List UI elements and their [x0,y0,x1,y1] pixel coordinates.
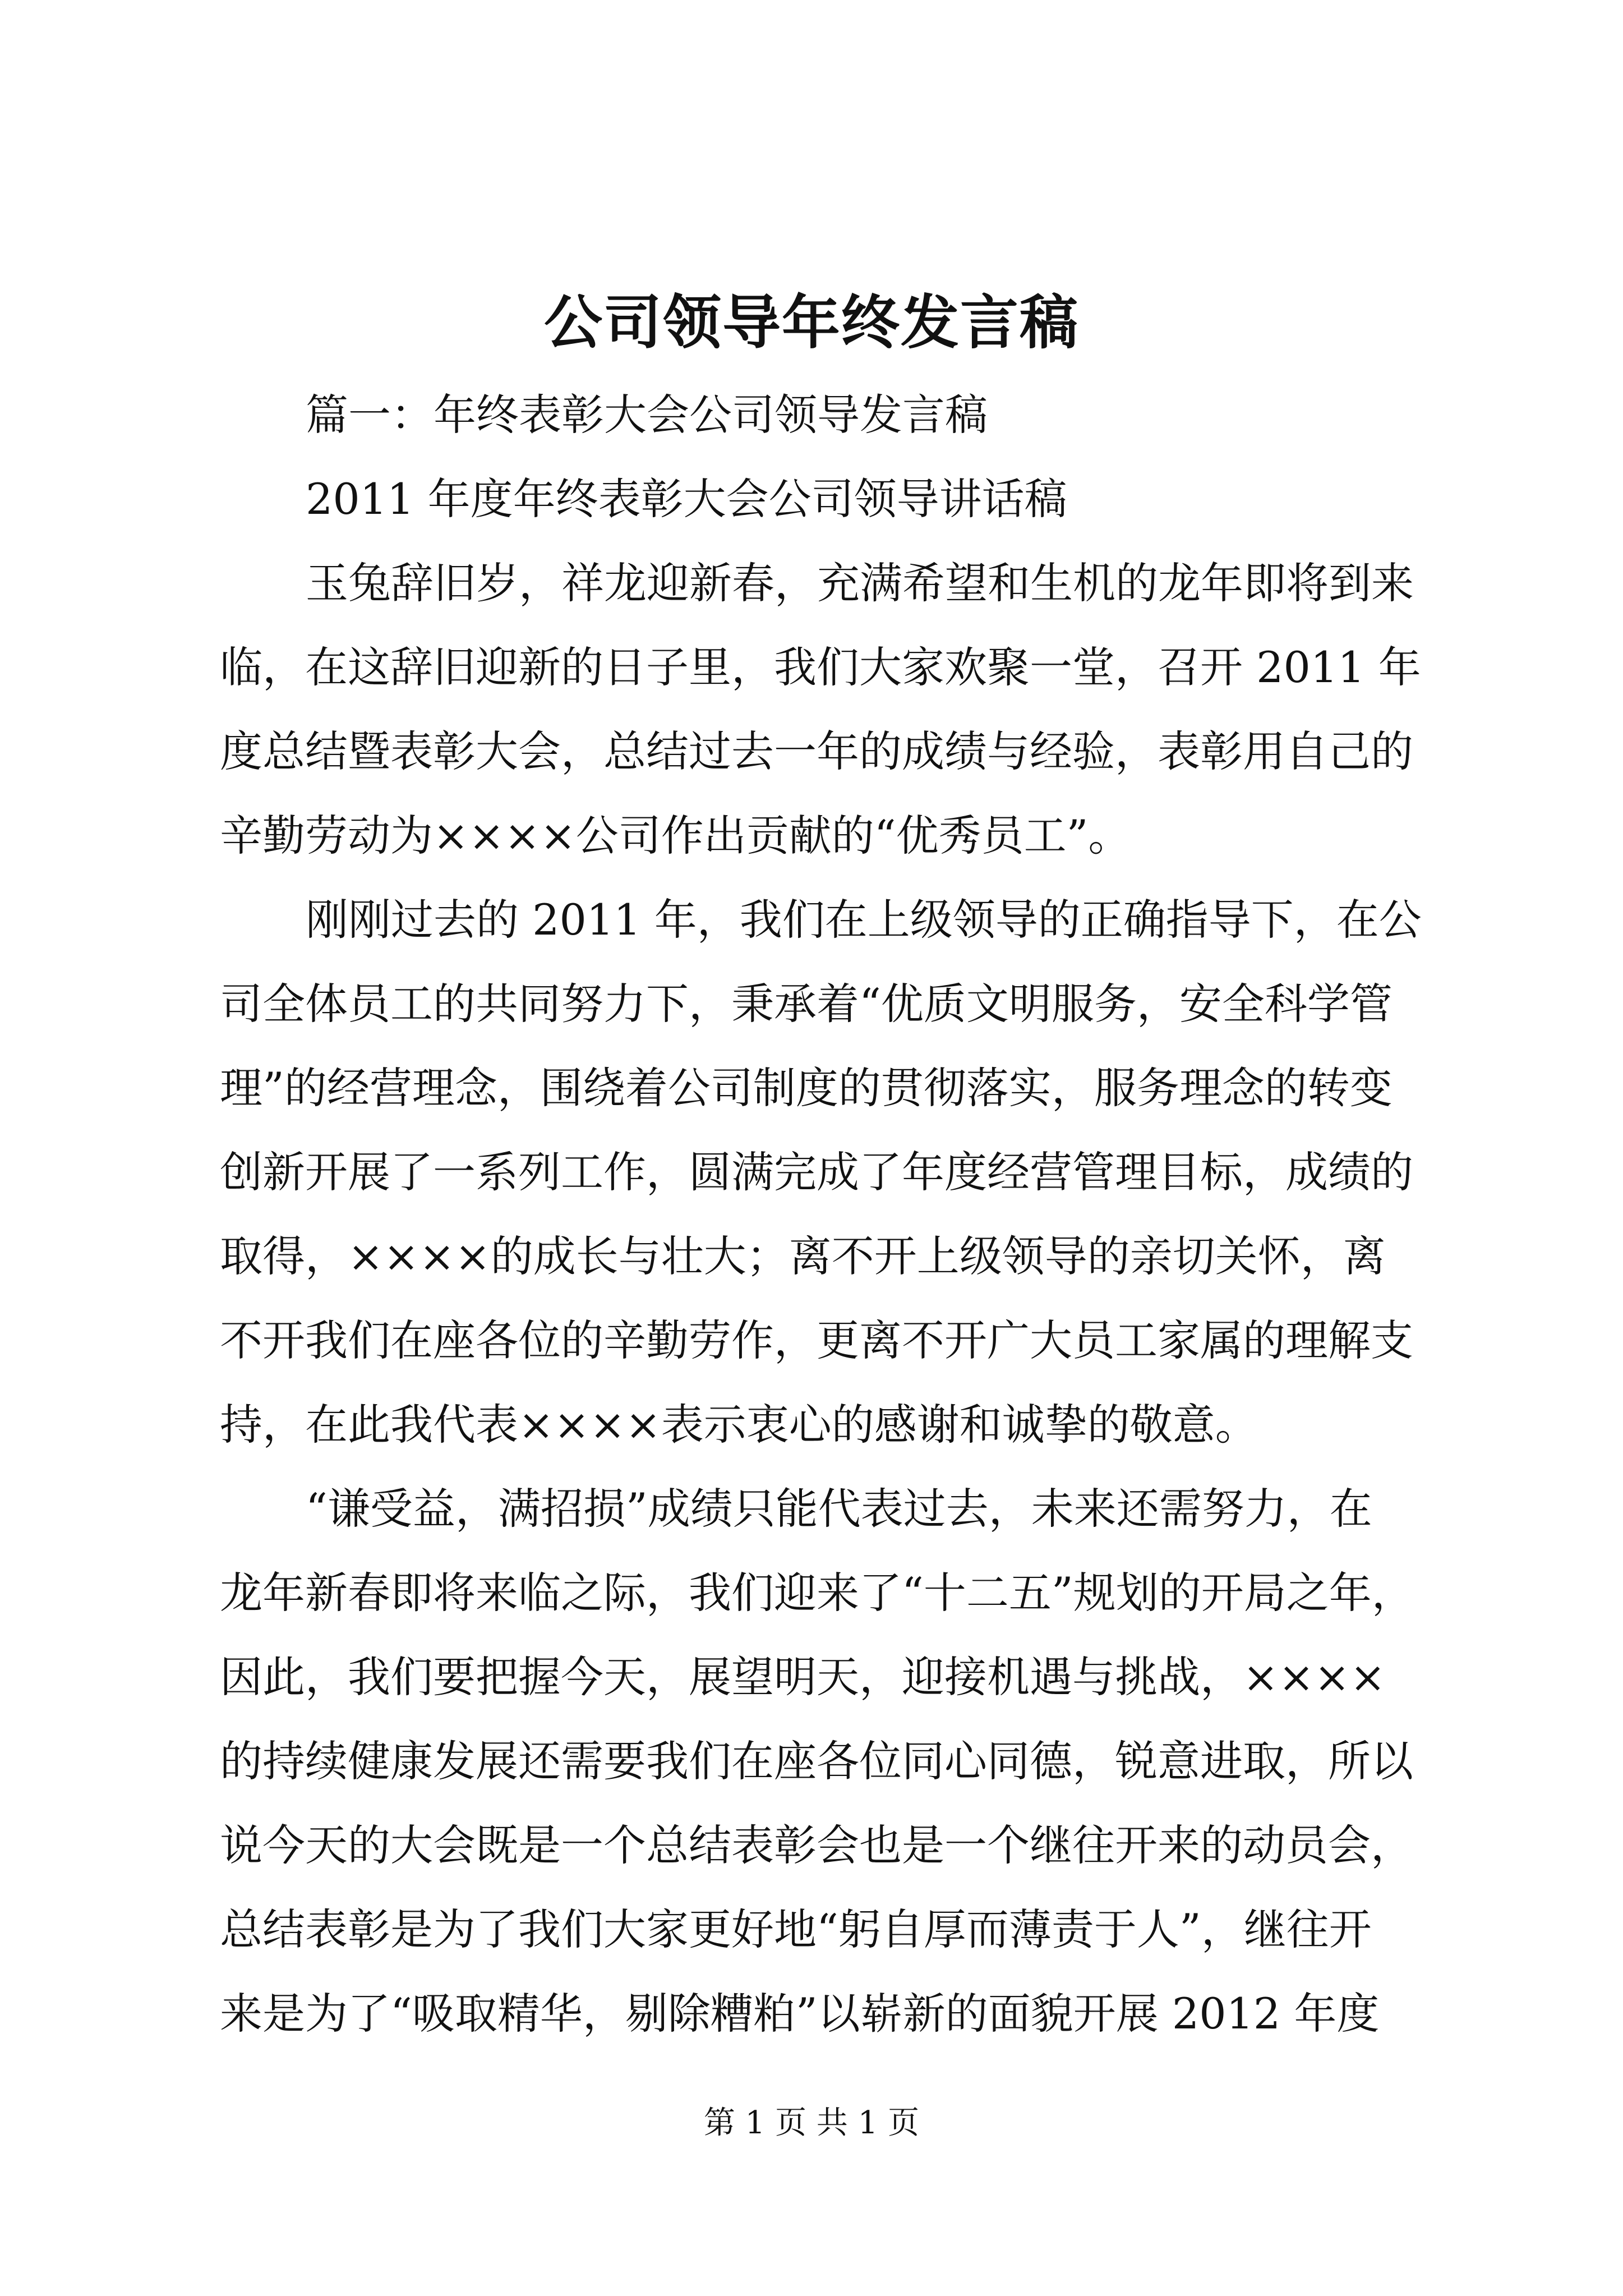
text-line: 持，在此我代表××××表示衷心的感谢和诚挚的敬意。 [220,1400,1258,1450]
text-line: 不开我们在座各位的辛勤劳作，更离不开广大员工家属的理解支 [220,1315,1413,1365]
text-line: 创新开展了一系列工作，圆满完成了年度经营管理目标，成绩的 [220,1147,1413,1197]
text-line: 来是为了“吸取精华，剔除糟粕”以崭新的面貌开展 2012 年度 [220,1989,1380,2039]
text-line: 度总结暨表彰大会，总结过去一年的成绩与经验，表彰用自己的 [220,726,1413,776]
text-line: 龙年新春即将来临之际，我们迎来了“十二五”规划的开局之年， [220,1568,1414,1618]
text-line: 的持续健康发展还需要我们在座各位同心同德，锐意进取，所以 [220,1736,1413,1786]
text-line: 玉兔辞旧岁，祥龙迎新春，充满希望和生机的龙年即将到来 [306,558,1414,608]
text-line: 2011 年度年终表彰大会公司领导讲话稿 [306,474,1067,524]
text-line: 篇一：年终表彰大会公司领导发言稿 [306,390,988,440]
text-line: “谦受益，满招损”成绩只能代表过去，未来还需努力，在 [306,1484,1372,1534]
text-line: 刚刚过去的 2011 年，我们在上级领导的正确指导下，在公 [306,895,1422,945]
text-line: 总结表彰是为了我们大家更好地“躬自厚而薄责于人”，继往开 [220,1904,1372,1954]
text-line: 取得，××××的成长与壮大；离不开上级领导的亲切关怀，离 [220,1231,1386,1281]
text-line: 因此，我们要把握今天，展望明天，迎接机遇与挑战，×××× [220,1652,1386,1702]
text-line: 说今天的大会既是一个总结表彰会也是一个继往开来的动员会， [220,1820,1413,1870]
text-line: 司全体员工的共同努力下，秉承着“优质文明服务，安全科学管 [220,979,1393,1029]
page-footer: 第 1 页 共 1 页 [703,2105,920,2141]
text-line: 理”的经营理念，围绕着公司制度的贯彻落实，服务理念的转变 [220,1063,1393,1113]
text-line: 临，在这辞旧迎新的日子里，我们大家欢聚一堂，召开 2011 年 [220,642,1421,692]
text-line: 辛勤劳动为××××公司作出贡献的“优秀员工”。 [220,811,1131,861]
document-title: 公司领导年终发言稿 [543,288,1079,357]
